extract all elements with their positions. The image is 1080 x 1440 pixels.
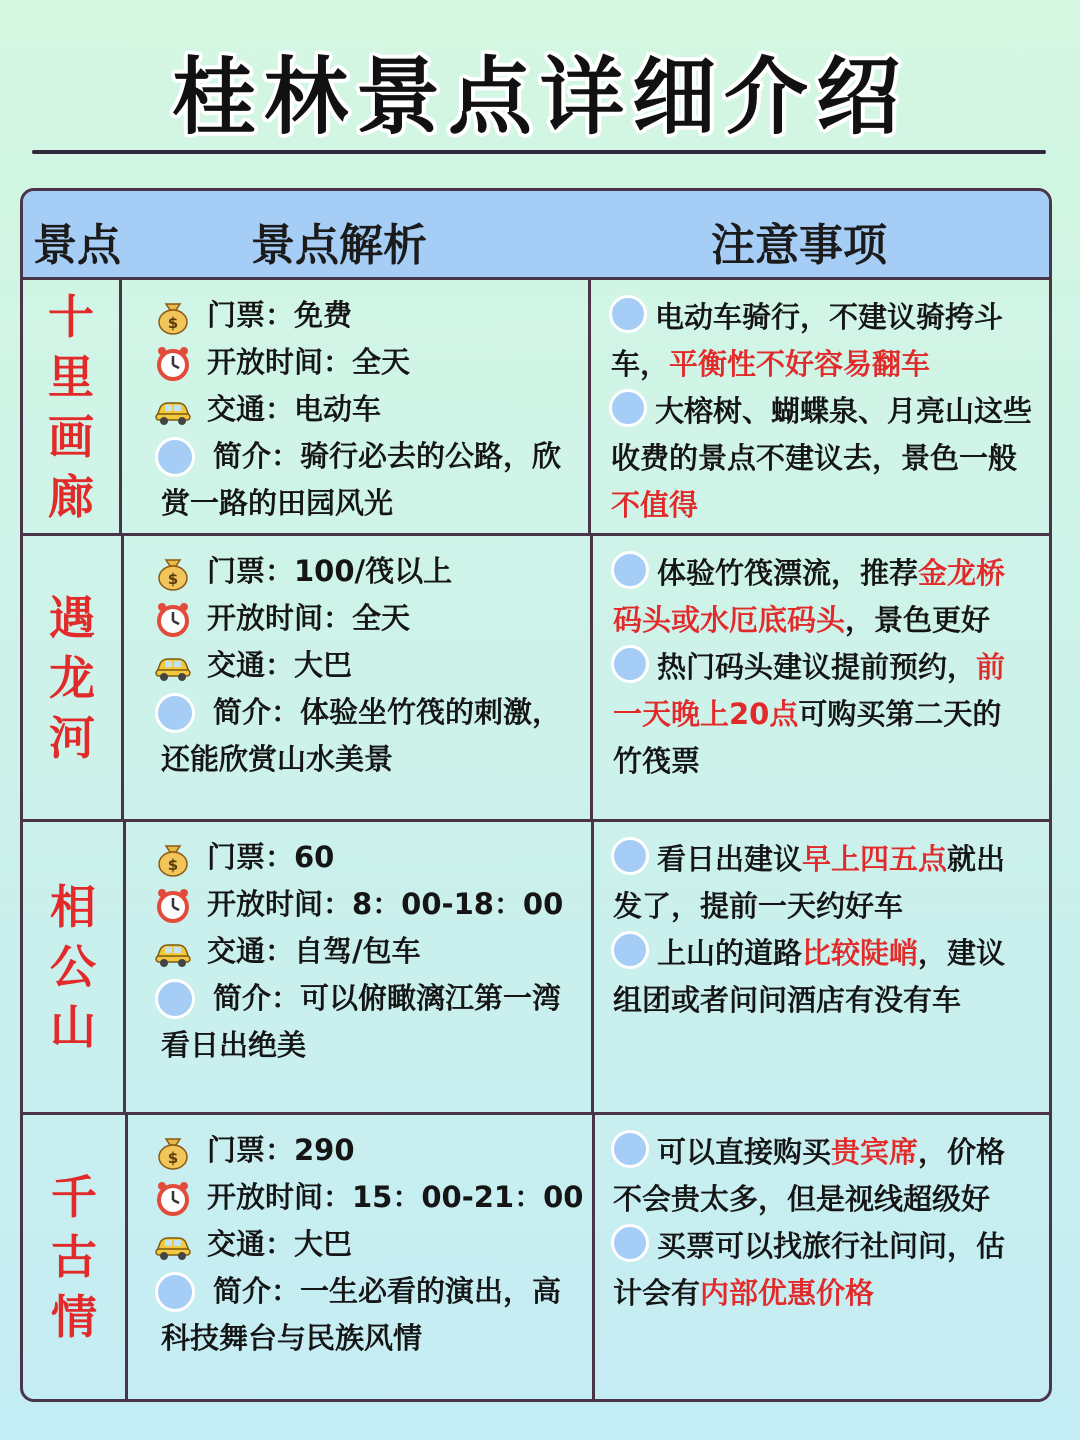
intro-line-cont: 科技舞台与民族风情 [161,1321,423,1355]
hours-line-text: 开放时间：全天 [207,601,411,635]
intro-line-text: 简介：体验坐竹筏的刺激， [213,695,562,729]
note-text: 热门码头建议提前预约， [657,650,977,684]
note-line [609,294,1032,341]
note-highlight: 内部优惠价格 [700,1276,875,1310]
ticket-line-text: 门票：免费 [207,298,353,332]
intro-line-text: 简介：一生必看的演出，高 [213,1274,562,1308]
spot-name-cell [23,1115,125,1399]
hours-line [153,881,563,928]
note-highlight: 一天晚上20点 [613,697,799,731]
attractions-table [20,188,1052,1402]
spot-name-cell [23,280,119,533]
spot-name: 遇龙河 [49,590,95,765]
page-title: 桂林景点详细介绍 [171,48,908,146]
spot-name-cell [23,822,123,1112]
note-text: 可购买第二天的 [798,697,1002,731]
spot-analysis-cell [153,834,563,1069]
note-highlight: 码头或水厄底码头 [613,603,846,637]
blue-circle-icon [155,437,195,477]
notes-cell [611,836,1005,1024]
notes-cell [611,1129,1005,1317]
note-text: ，景色更好 [845,603,991,637]
transport-line [153,642,561,689]
note-text: 电动车骑行，不建议骑挎斗 [655,300,1004,334]
alarm-clock-icon [153,343,193,383]
note-text: 车， [611,347,670,381]
svg-text:$: $ [167,569,179,588]
intro-line [153,975,563,1022]
ticket-line-text: 门票：60 [207,840,335,874]
note-text: 可以直接购买 [657,1135,832,1169]
intro-line-cont: 赏一路的田园风光 [161,486,394,520]
hours-line-text: 开放时间：8：00-18：00 [207,887,564,921]
spot-analysis-cell [153,292,561,527]
note-line [611,644,1005,691]
ticket-line [153,292,561,339]
note-highlight: 前 [976,650,1006,684]
svg-text:$: $ [167,313,179,332]
column-divider [591,822,594,1112]
header-spot: 景点 [33,220,121,271]
note-text: 发了，提前一天约好车 [613,889,904,923]
note-line [611,1129,1005,1176]
intro-line-text: 简介：可以俯瞰漓江第一湾 [213,981,562,1015]
intro-line [153,433,561,480]
blue-circle-icon [155,693,195,733]
note-text: 收费的景点不建议去，景色一般 [611,441,1018,475]
spot-name: 千古情 [51,1170,97,1344]
car-icon [153,390,193,430]
blue-circle-icon [611,931,649,969]
transport-line-text: 交通：电动车 [207,392,382,426]
spot-name: 十里画廊 [48,289,94,524]
hours-line-text: 开放时间：全天 [207,345,411,379]
note-highlight: 比较陡峭 [802,936,919,970]
blue-circle-icon [609,295,647,333]
note-text: 不会贵太多，但是视线超级好 [613,1182,991,1216]
notes-cell [609,294,1032,529]
alarm-clock-icon [153,885,193,925]
money-bag-icon [153,838,193,878]
column-divider [590,536,593,819]
transport-line-text: 交通：大巴 [207,648,353,682]
note-line [609,388,1032,435]
hours-line [153,595,561,642]
note-text: 计会有 [613,1276,701,1310]
transport-line-text: 交通：大巴 [207,1227,353,1261]
notes-cell [611,550,1005,785]
note-line [609,341,1032,388]
svg-text:$: $ [167,855,179,874]
note-text: 体验竹筏漂流，推荐 [657,556,919,590]
blue-circle-icon [611,837,649,875]
intro-line-cont: 看日出绝美 [161,1028,307,1062]
note-text: 就出 [947,842,1006,876]
header-analysis: 景点解析 [251,220,427,271]
transport-line [153,1221,583,1268]
spot-analysis-cell [153,548,561,783]
note-highlight: 不值得 [611,488,699,522]
intro-line [153,1268,583,1315]
note-highlight: 金龙桥 [918,556,1006,590]
blue-circle-icon [611,645,649,683]
alarm-clock-icon [153,1178,193,1218]
transport-line [153,928,563,975]
intro-line-text: 简介：骑行必去的公路，欣 [213,439,562,473]
table-row [23,536,1049,822]
note-highlight: 贵宾席 [831,1135,919,1169]
note-text: 组团或者问问酒店有没有车 [613,983,962,1017]
note-line [611,550,1005,597]
note-text: 买票可以找旅行社问问，估 [657,1229,1006,1263]
column-divider [123,822,126,1112]
transport-line-text: 交通：自驾/包车 [207,934,421,968]
note-line [611,1270,1005,1317]
note-text: 大榕树、蝴蝶泉、月亮山这些 [655,394,1033,428]
header-notes: 注意事项 [711,220,887,271]
note-line [611,738,1005,785]
column-divider [592,1115,595,1399]
table-row [23,822,1049,1115]
title-divider [32,150,1046,154]
car-icon [153,1225,193,1265]
note-text: ，价格 [918,1135,1006,1169]
ticket-line [153,834,563,881]
note-line [611,930,1005,977]
intro-line [153,689,561,736]
money-bag-icon [153,296,193,336]
spot-analysis-cell [153,1127,583,1362]
blue-circle-icon [611,1224,649,1262]
money-bag-icon [153,552,193,592]
transport-line [153,386,561,433]
note-highlight: 早上四五点 [802,842,948,876]
ticket-line-text: 门票：100/筏以上 [207,554,453,588]
note-text: 竹筏票 [613,744,701,778]
note-text: ，建议 [918,936,1006,970]
column-divider [588,280,591,533]
column-divider [125,1115,128,1399]
column-divider [119,280,122,533]
note-line [611,977,1005,1024]
note-line [609,435,1032,482]
ticket-line-text: 门票：290 [207,1133,355,1167]
blue-circle-icon [611,1130,649,1168]
blue-circle-icon [155,979,195,1019]
car-icon [153,646,193,686]
note-text: 上山的道路 [657,936,803,970]
hours-line [153,339,561,386]
note-line [611,836,1005,883]
note-line [609,482,1032,529]
alarm-clock-icon [153,599,193,639]
blue-circle-icon [609,389,647,427]
ticket-line [153,1127,583,1174]
note-line [611,1176,1005,1223]
note-line [611,1223,1005,1270]
svg-text:$: $ [167,1148,179,1167]
note-text: 看日出建议 [657,842,803,876]
note-line [611,597,1005,644]
note-line [611,883,1005,930]
money-bag-icon [153,1131,193,1171]
car-icon [153,932,193,972]
note-highlight: 平衡性不好容易翻车 [669,347,931,381]
table-row [23,280,1049,536]
spot-name-cell [23,536,121,819]
table-row [23,1115,1049,1399]
table-header [23,191,1049,280]
column-divider [121,536,124,819]
hours-line-text: 开放时间：15：00-21：00 [207,1180,584,1214]
spot-name: 相公山 [50,880,96,1054]
note-line [611,691,1005,738]
ticket-line [153,548,561,595]
blue-circle-icon [611,551,649,589]
blue-circle-icon [155,1272,195,1312]
intro-line-cont: 还能欣赏山水美景 [161,742,394,776]
hours-line [153,1174,583,1221]
